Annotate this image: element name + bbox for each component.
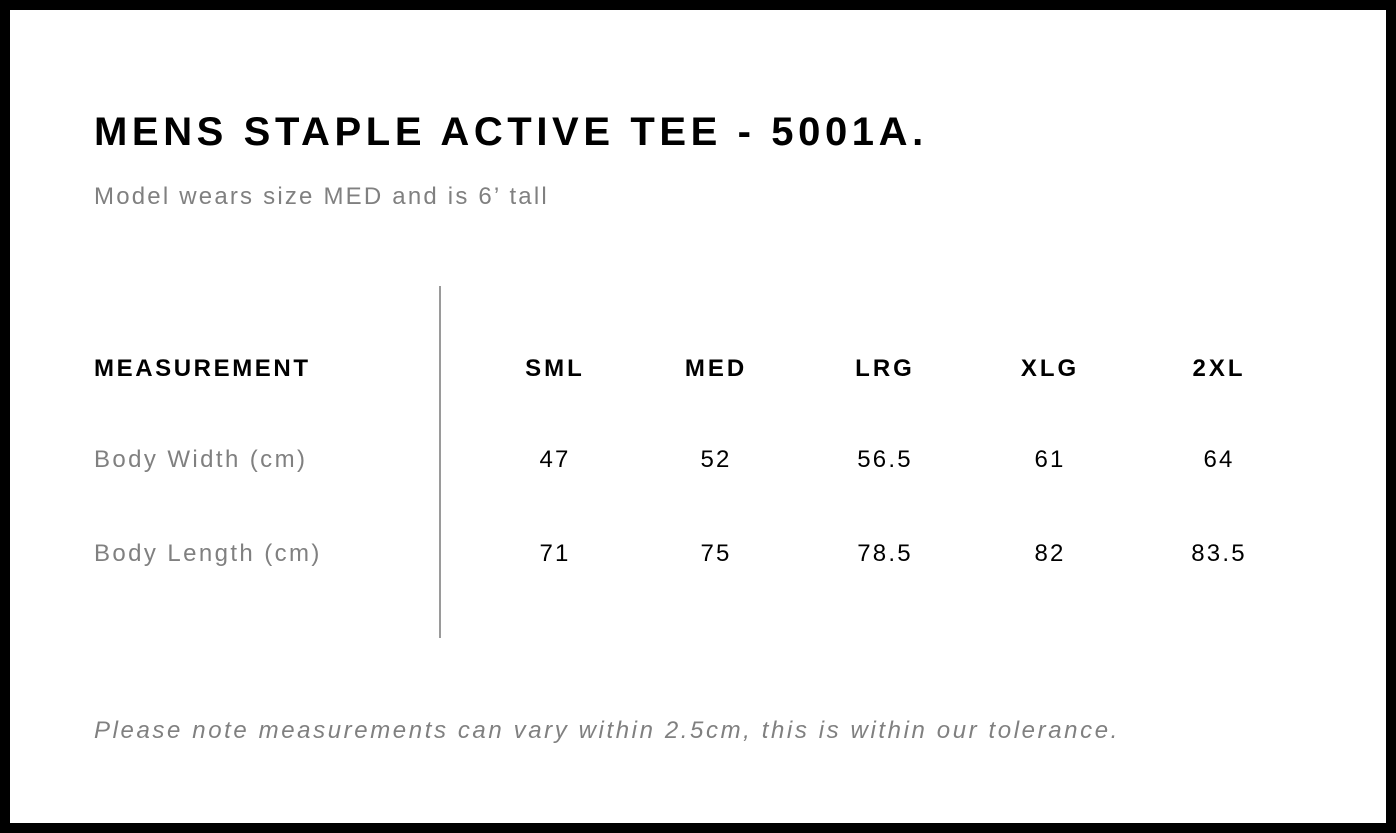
body-length-xlg: 82	[1034, 540, 1066, 567]
size-chart-card	[10, 10, 1386, 823]
tolerance-note: Please note measurements can vary within 2.5cm, this is within our tolerance.	[94, 717, 1120, 744]
page-title: MENS STAPLE ACTIVE TEE - 5001A.	[94, 110, 928, 154]
column-divider	[439, 286, 441, 638]
body-width-xlg: 61	[1034, 446, 1066, 473]
body-width-2xl: 64	[1203, 446, 1235, 473]
body-width-med: 52	[700, 446, 732, 473]
body-length-label: Body Length (cm)	[94, 540, 322, 567]
body-width-label: Body Width (cm)	[94, 446, 308, 473]
size-header-lrg: LRG	[855, 355, 915, 382]
measurement-header: MEASUREMENT	[94, 355, 311, 382]
body-width-lrg: 56.5	[857, 446, 913, 473]
size-header-xlg: XLG	[1020, 355, 1080, 382]
size-header-sml: SML	[525, 355, 585, 382]
size-header-med: MED	[684, 355, 748, 382]
body-length-sml: 71	[539, 540, 571, 567]
model-info: Model wears size MED and is 6’ tall	[94, 183, 549, 210]
size-header-2xl: 2XL	[1192, 355, 1246, 382]
body-width-sml: 47	[539, 446, 571, 473]
body-length-med: 75	[700, 540, 732, 567]
body-length-2xl: 83.5	[1191, 540, 1247, 567]
body-length-lrg: 78.5	[857, 540, 913, 567]
